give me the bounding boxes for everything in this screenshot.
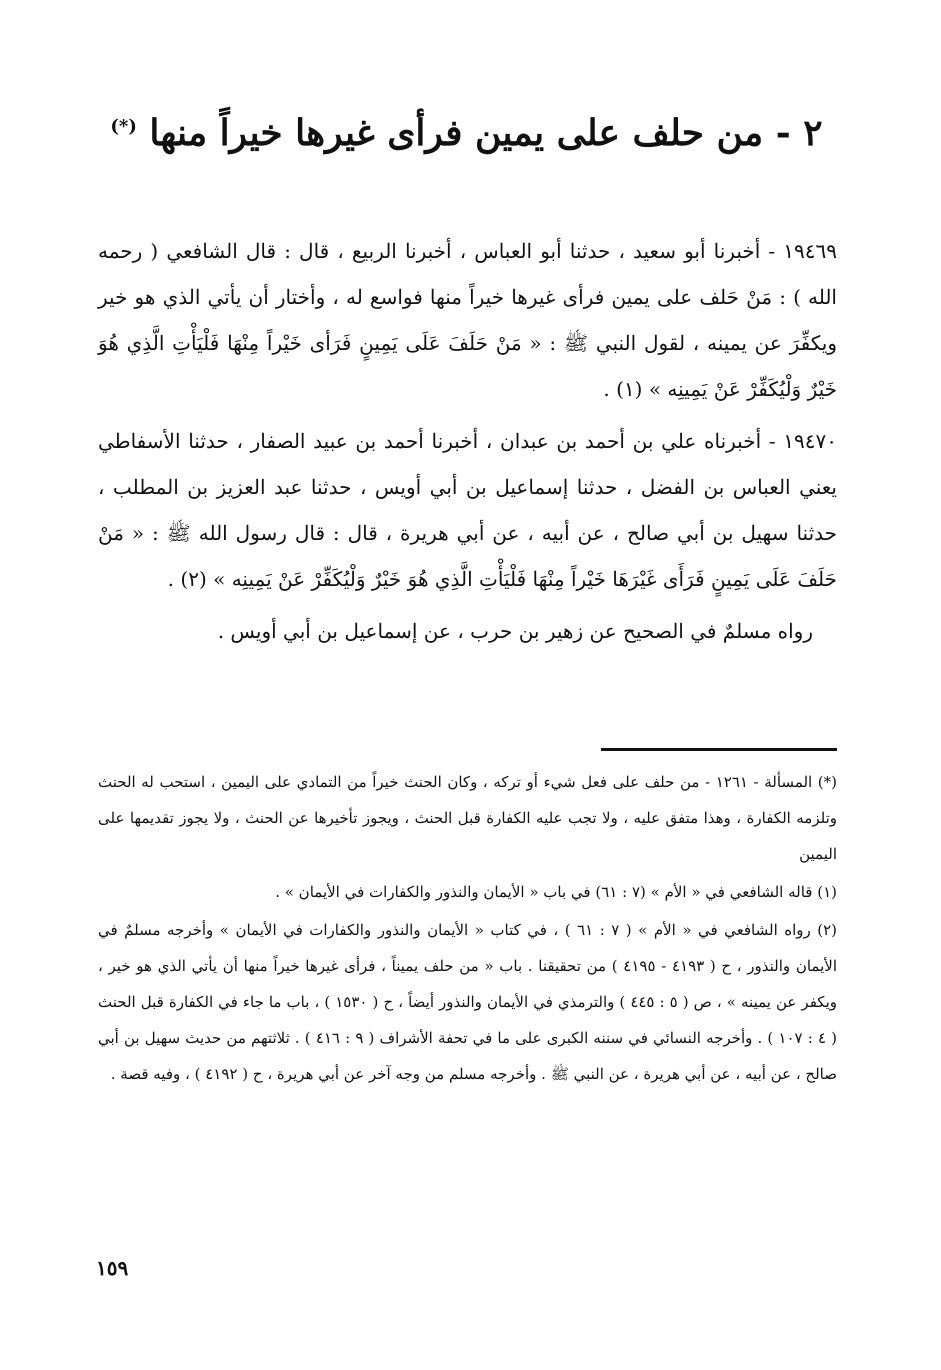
footnote-2: (٢) رواه الشافعي في « الأم » ( ٧ : ٦١ ) ، في كتاب « الأيمان والنذور والكفارات في الأيمان » وأخرجه مسلمٌ في الأيمان والنذور ، ح ( ٤١٩٣ - ٤١٩٥ ) من تحقيقنا . باب « من حلف يميناً ، فرأى غيرها خيراً منها أن يأتي الذي هو خير ، ويكفر عن يمينه » ، ص ( ٥ : ٤٤٥ ) والترمذي في الأيمان والنذور أيضاً ، ح ( ١٥٣٠ ) ، باب ما جاء في الكفارة قبل الحنث ( ٤ : ١٠٧ ) . وأخرجه النسائي في سننه الكبرى على ما في تحفة الأشراف ( ٩ : ٤١٦ ) . ثلاثتهم من حديث سهيل بن أبي صالح ، عن أبيه ، عن أبي هريرة ، عن النبي ﷺ . وأخرجه مسلم من وجه آخر عن أبي هريرة ، ح ( ٤١٩٢ ) ، وفيه قصة . <box>98 921 838 1083</box>
chapter-heading <box>100 92 833 168</box>
main-text <box>98 228 837 660</box>
paragraph-19470: ١٩٤٧٠ - أخبرناه علي بن أحمد بن عبدان ، أخبرنا أحمد بن عبيد الصفار ، حدثنا الأسفاطي يعني العباس بن الفضل ، حدثنا إسماعيل بن أبي أويس ، حدثنا عبد العزيز بن المطلب ، حدثنا سهيل بن أبي صالح ، عن أبيه ، عن أبي هريرة ، قال : قال رسول الله ﷺ : « مَنْ حَلَفَ عَلَى يَمِينٍ فَرَأَى غَيْرَهَا خَيْراً مِنْهَا فَلْيَأْتِ الَّذِي هُوَ خَيْرٌ وَلْيُكَفِّرْ عَنْ يَمِينِه » (٢) . <box>98 429 837 591</box>
footnote-1: (١) قاله الشافعي في « الأم » (٧ : ٦١) في باب « الأيمان والنذور والكفارات في الأيمان » . <box>275 883 837 901</box>
chapter-footnote-marker: (*) <box>110 116 137 137</box>
page-number: ١٥٩ <box>96 1256 129 1280</box>
chapter-title: ٢ - من حلف على يمين فرأى غيرها خيراً منها <box>149 112 823 154</box>
paragraph-19469: ١٩٤٦٩ - أخبرنا أبو سعيد ، حدثنا أبو العباس ، أخبرنا الربيع ، قال : قال الشافعي ( رحمه الله ) : مَنْ حَلف على يمين فرأى غيرها خيراً منها فواسع له ، وأختار أن يأتي الذي هو خير ويكفِّرَ عن يمينه ، لقول النبي ﷺ : « مَنْ حَلَفَ عَلَى يَمِينٍ فَرَأى خَيْراً مِنْهَا فَلْيَأْتِ الَّذِي هُوَ خَيْرٌ وَلْيُكَفِّرْ عَنْ يَمِينِه » (١) . <box>98 239 838 401</box>
footnotes <box>98 764 837 1094</box>
paragraph-riwayah: رواه مسلمٌ في الصحيح عن زهير بن حرب ، عن إسماعيل بن أبي أويس . <box>217 619 813 643</box>
footnote-divider <box>601 748 837 751</box>
footnote-star: (*) المسألة - ١٢٦١ - من حلف على فعل شيء أو تركه ، وكان الحنث خيراً من التمادي على اليمين ، استحب له الحنث وتلزمه الكفارة ، وهذا متفق عليه ، ولا تجب عليه الكفارة قبل الحنث ، ويجوز تأخيرها عن الحنث ، ولا يجوز تقديمها على اليمين <box>98 773 837 863</box>
